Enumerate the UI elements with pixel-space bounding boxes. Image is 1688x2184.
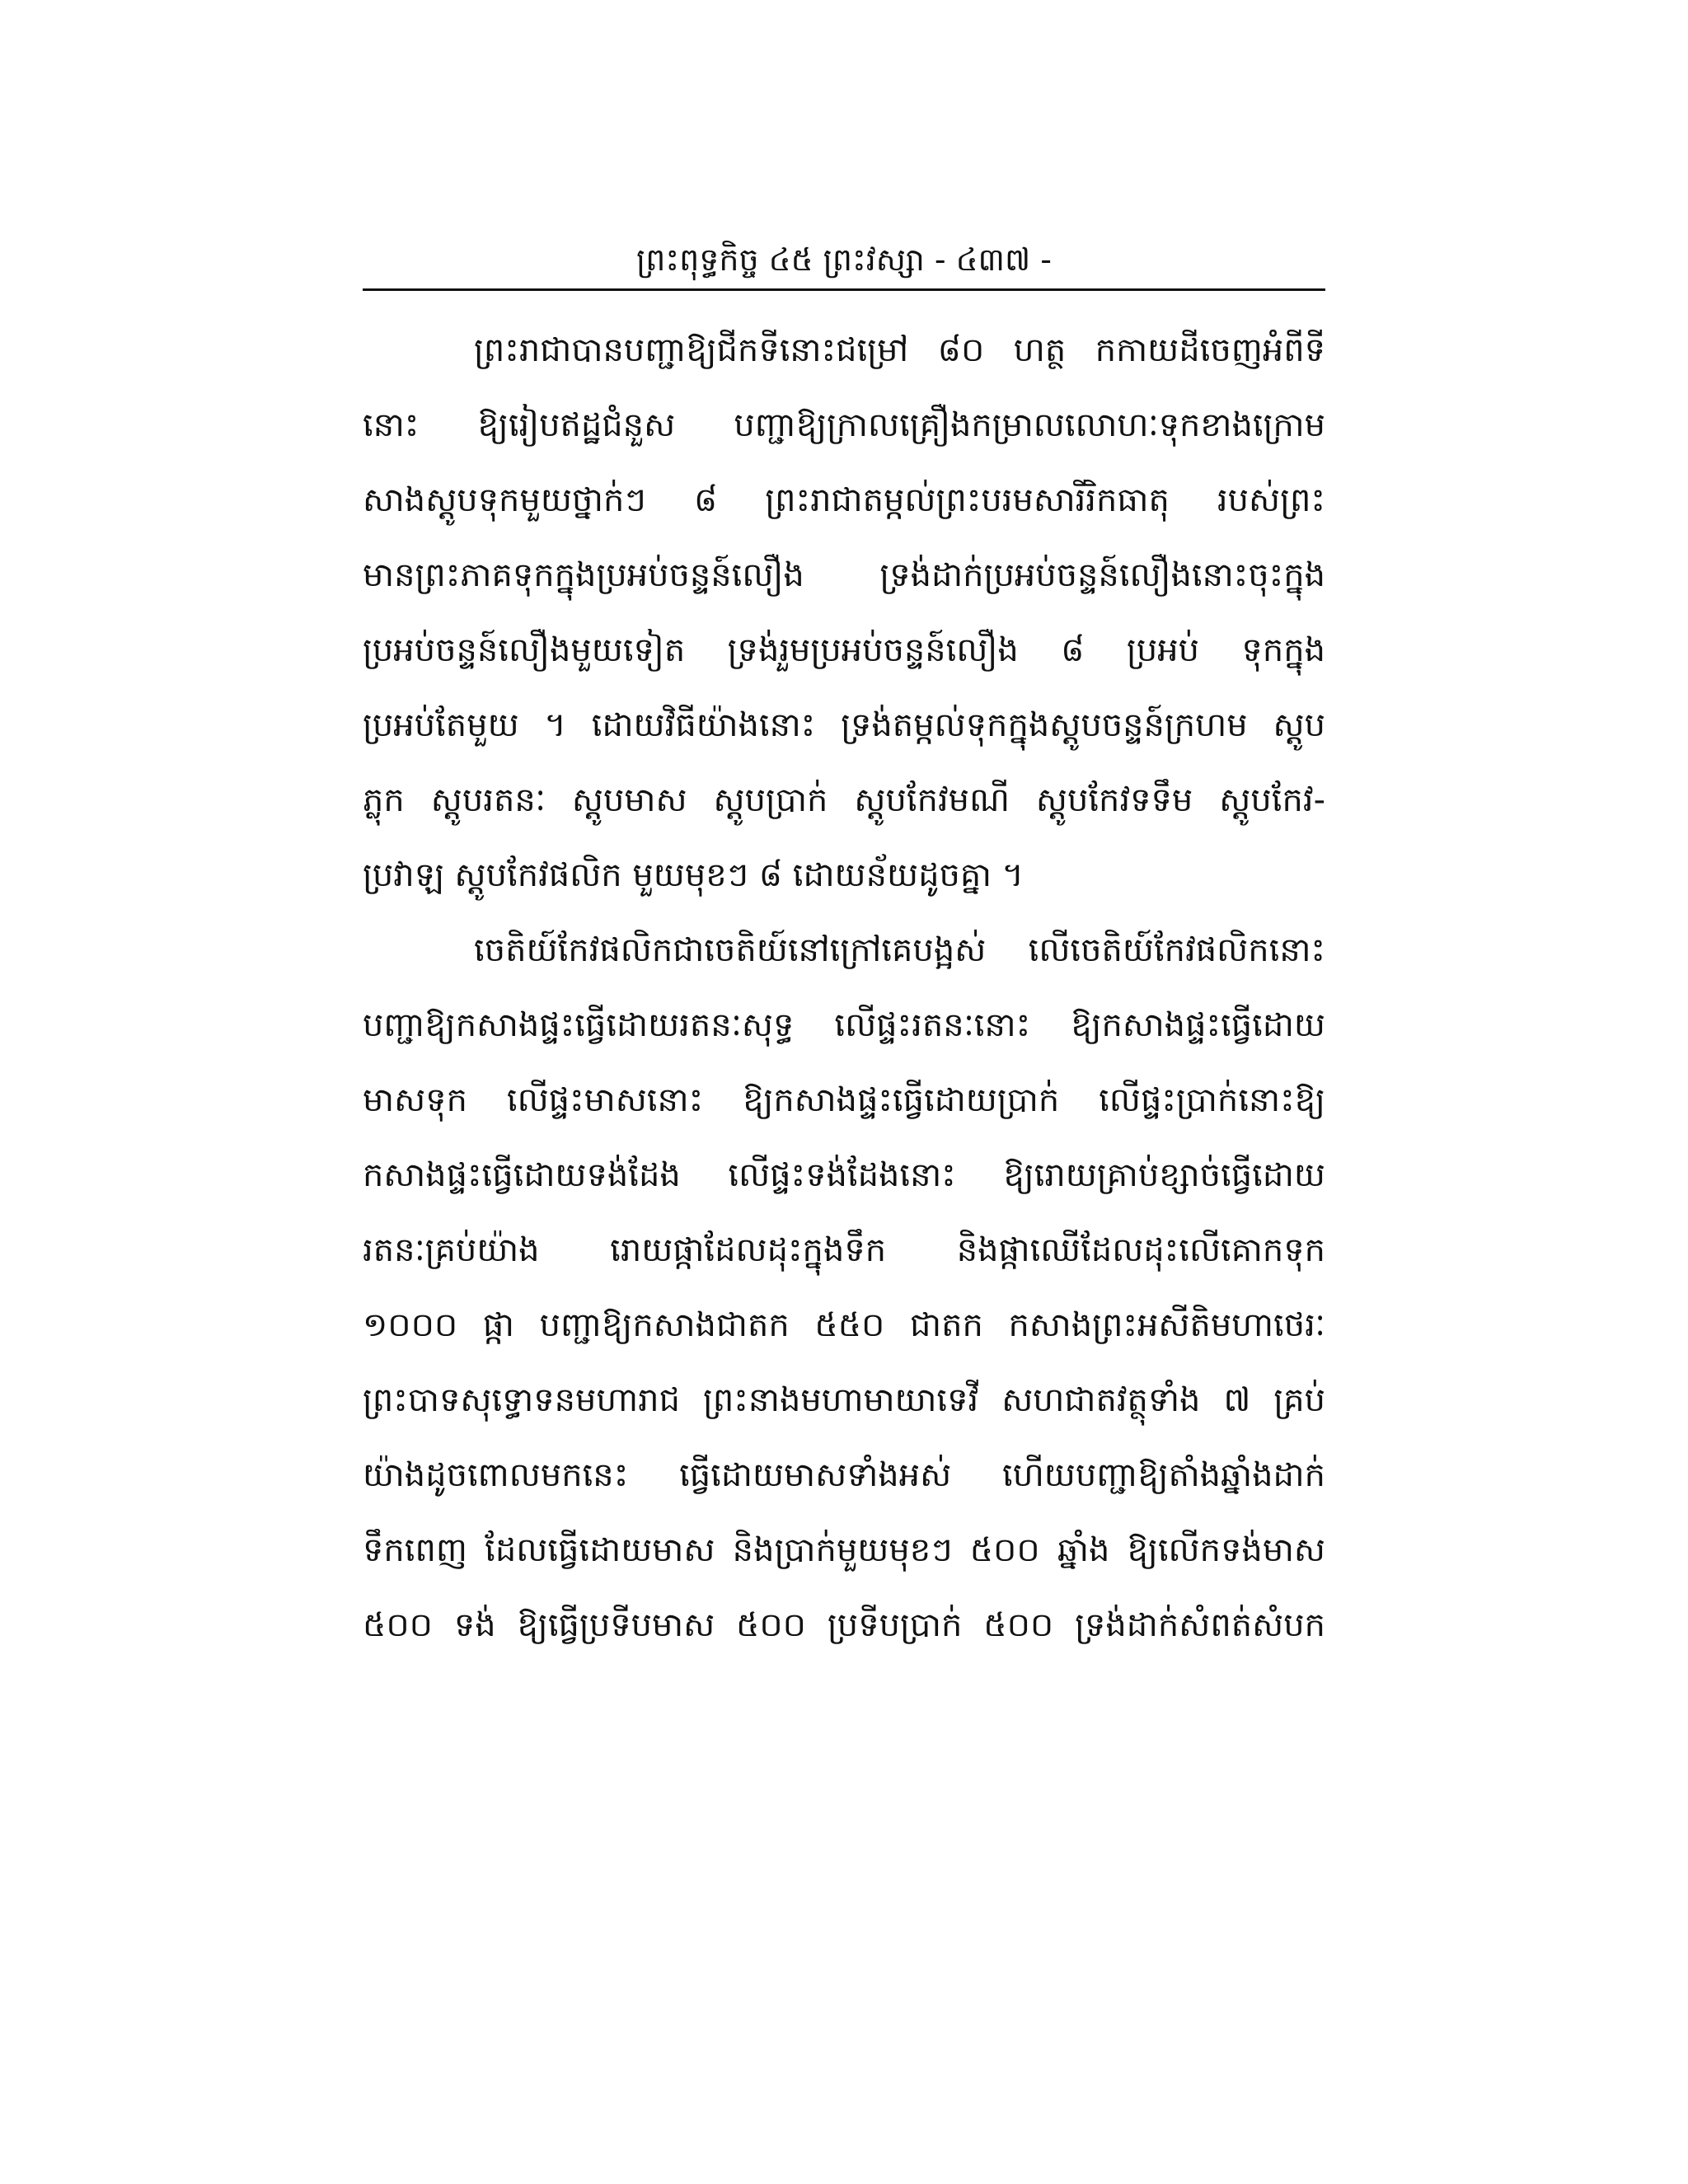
paragraph-1-line-8: ប្រវាឡ ស្តូបកែវផលិក មួយមុខៗ ៨ ដោយន័យដូចគ្នា ។ (363, 856, 1025, 894)
paragraph-2-line-2: បញ្ជាឱ្យកសាងផ្ទះធ្វើដោយរតនៈសុទ្ធ លើផ្ទះរតនៈនោះ ឱ្យកសាងផ្ទះធ្វើដោយ (363, 1006, 1325, 1044)
paragraph-2-line-1: ចេតិយ៍កែវផលិកជាចេតិយ៍នៅក្រៅគេបង្អស់ លើចេតិយ៍កែវផលិកនោះ (474, 931, 1325, 969)
header-rule (363, 288, 1325, 291)
paragraph-2-line-5: រតនៈគ្រប់យ៉ាង រោយផ្កាដែលដុះក្នុងទឹក និងផ្កាឈើដែលដុះលើគោកទុក (363, 1231, 1325, 1269)
paragraph-1-line-7: ភ្លុក ស្តូបរតនៈ ស្តូបមាស ស្តូបប្រាក់ ស្តូបកែវមណី ស្តូបកែវទទឹម ស្តូបកែវ- (363, 781, 1325, 819)
paragraph-1-line-2: នោះ ឱ្យរៀបឥដ្ឋជំនួស បញ្ជាឱ្យក្រាលគ្រឿងកម្រាលលោហៈទុកខាងក្រោម (363, 406, 1325, 444)
paragraph-2-line-10: ៥០០ ទង់ ឱ្យធ្វើប្រទីបមាស ៥០០ ប្រទីបប្រាក់ ៥០០ ទ្រង់ដាក់សំពត់សំបក (363, 1606, 1325, 1644)
running-header: ព្រះពុទ្ធកិច្ច ៤៥ ព្រះវស្សា - ៤៣៧ - (635, 241, 1052, 278)
paragraph-2-line-8: យ៉ាងដូចពោលមកនេះ ធ្វើដោយមាសទាំងអស់ ហើយបញ្ជាឱ្យតាំងឆ្នាំងដាក់ (363, 1456, 1325, 1494)
paragraph-2-line-3: មាសទុក លើផ្ទះមាសនោះ ឱ្យកសាងផ្ទះធ្វើដោយប្រាក់ លើផ្ទះប្រាក់នោះឱ្យ (363, 1081, 1325, 1119)
paragraph-1-line-5: ប្រអប់ចន្ទន៍លឿងមួយទៀត ទ្រង់រួមប្រអប់ចន្ទន៍លឿង ៨ ប្រអប់ ទុកក្នុង (363, 631, 1325, 669)
paragraph-2-line-4: កសាងផ្ទះធ្វើដោយទង់ដែង លើផ្ទះទង់ដែងនោះ ឱ្យរោយគ្រាប់ខ្សាច់ធ្វើដោយ (363, 1156, 1325, 1194)
paragraph-2-line-7: ព្រះបាទសុទ្ធោទនមហារាជ ព្រះនាងមហាមាយាទេវី សហជាតវត្ថុទាំង ៧ គ្រប់ (363, 1381, 1325, 1419)
paragraph-2-line-6: ១០០០ ផ្កា បញ្ជាឱ្យកសាងជាតក ៥៥០ ជាតក កសាងព្រះអសីតិមហាថេរៈ (363, 1306, 1325, 1344)
paragraph-2-line-9: ទឹកពេញ ដែលធ្វើដោយមាស និងប្រាក់មួយមុខៗ ៥០០ ឆ្នាំង ឱ្យលើកទង់មាស (363, 1531, 1325, 1569)
paragraph-1-line-3: សាងស្តូបទុកមួយថ្នាក់ៗ ៨ ព្រះរាជាតម្កល់ព្រះបរមសារីរិកធាតុ របស់ព្រះ (363, 481, 1325, 519)
paragraph-1-line-1: ព្រះរាជាបានបញ្ជាឱ្យជីកទីនោះជម្រៅ ៨០ ហត្ថ កកាយដីចេញអំពីទី (474, 331, 1325, 369)
paragraph-1-line-4: មានព្រះភាគទុកក្នុងប្រអប់ចន្ទន៍លឿង ទ្រង់ដាក់ប្រអប់ចន្ទន៍លឿងនោះចុះក្នុង (363, 556, 1325, 594)
body-text (363, 313, 1325, 1663)
paragraph-1-line-6: ប្រអប់តែមួយ ។ ដោយវិធីយ៉ាងនោះ ទ្រង់តម្កល់ទុកក្នុងស្តូបចន្ទន៍ក្រហម ស្តូប (363, 706, 1325, 744)
